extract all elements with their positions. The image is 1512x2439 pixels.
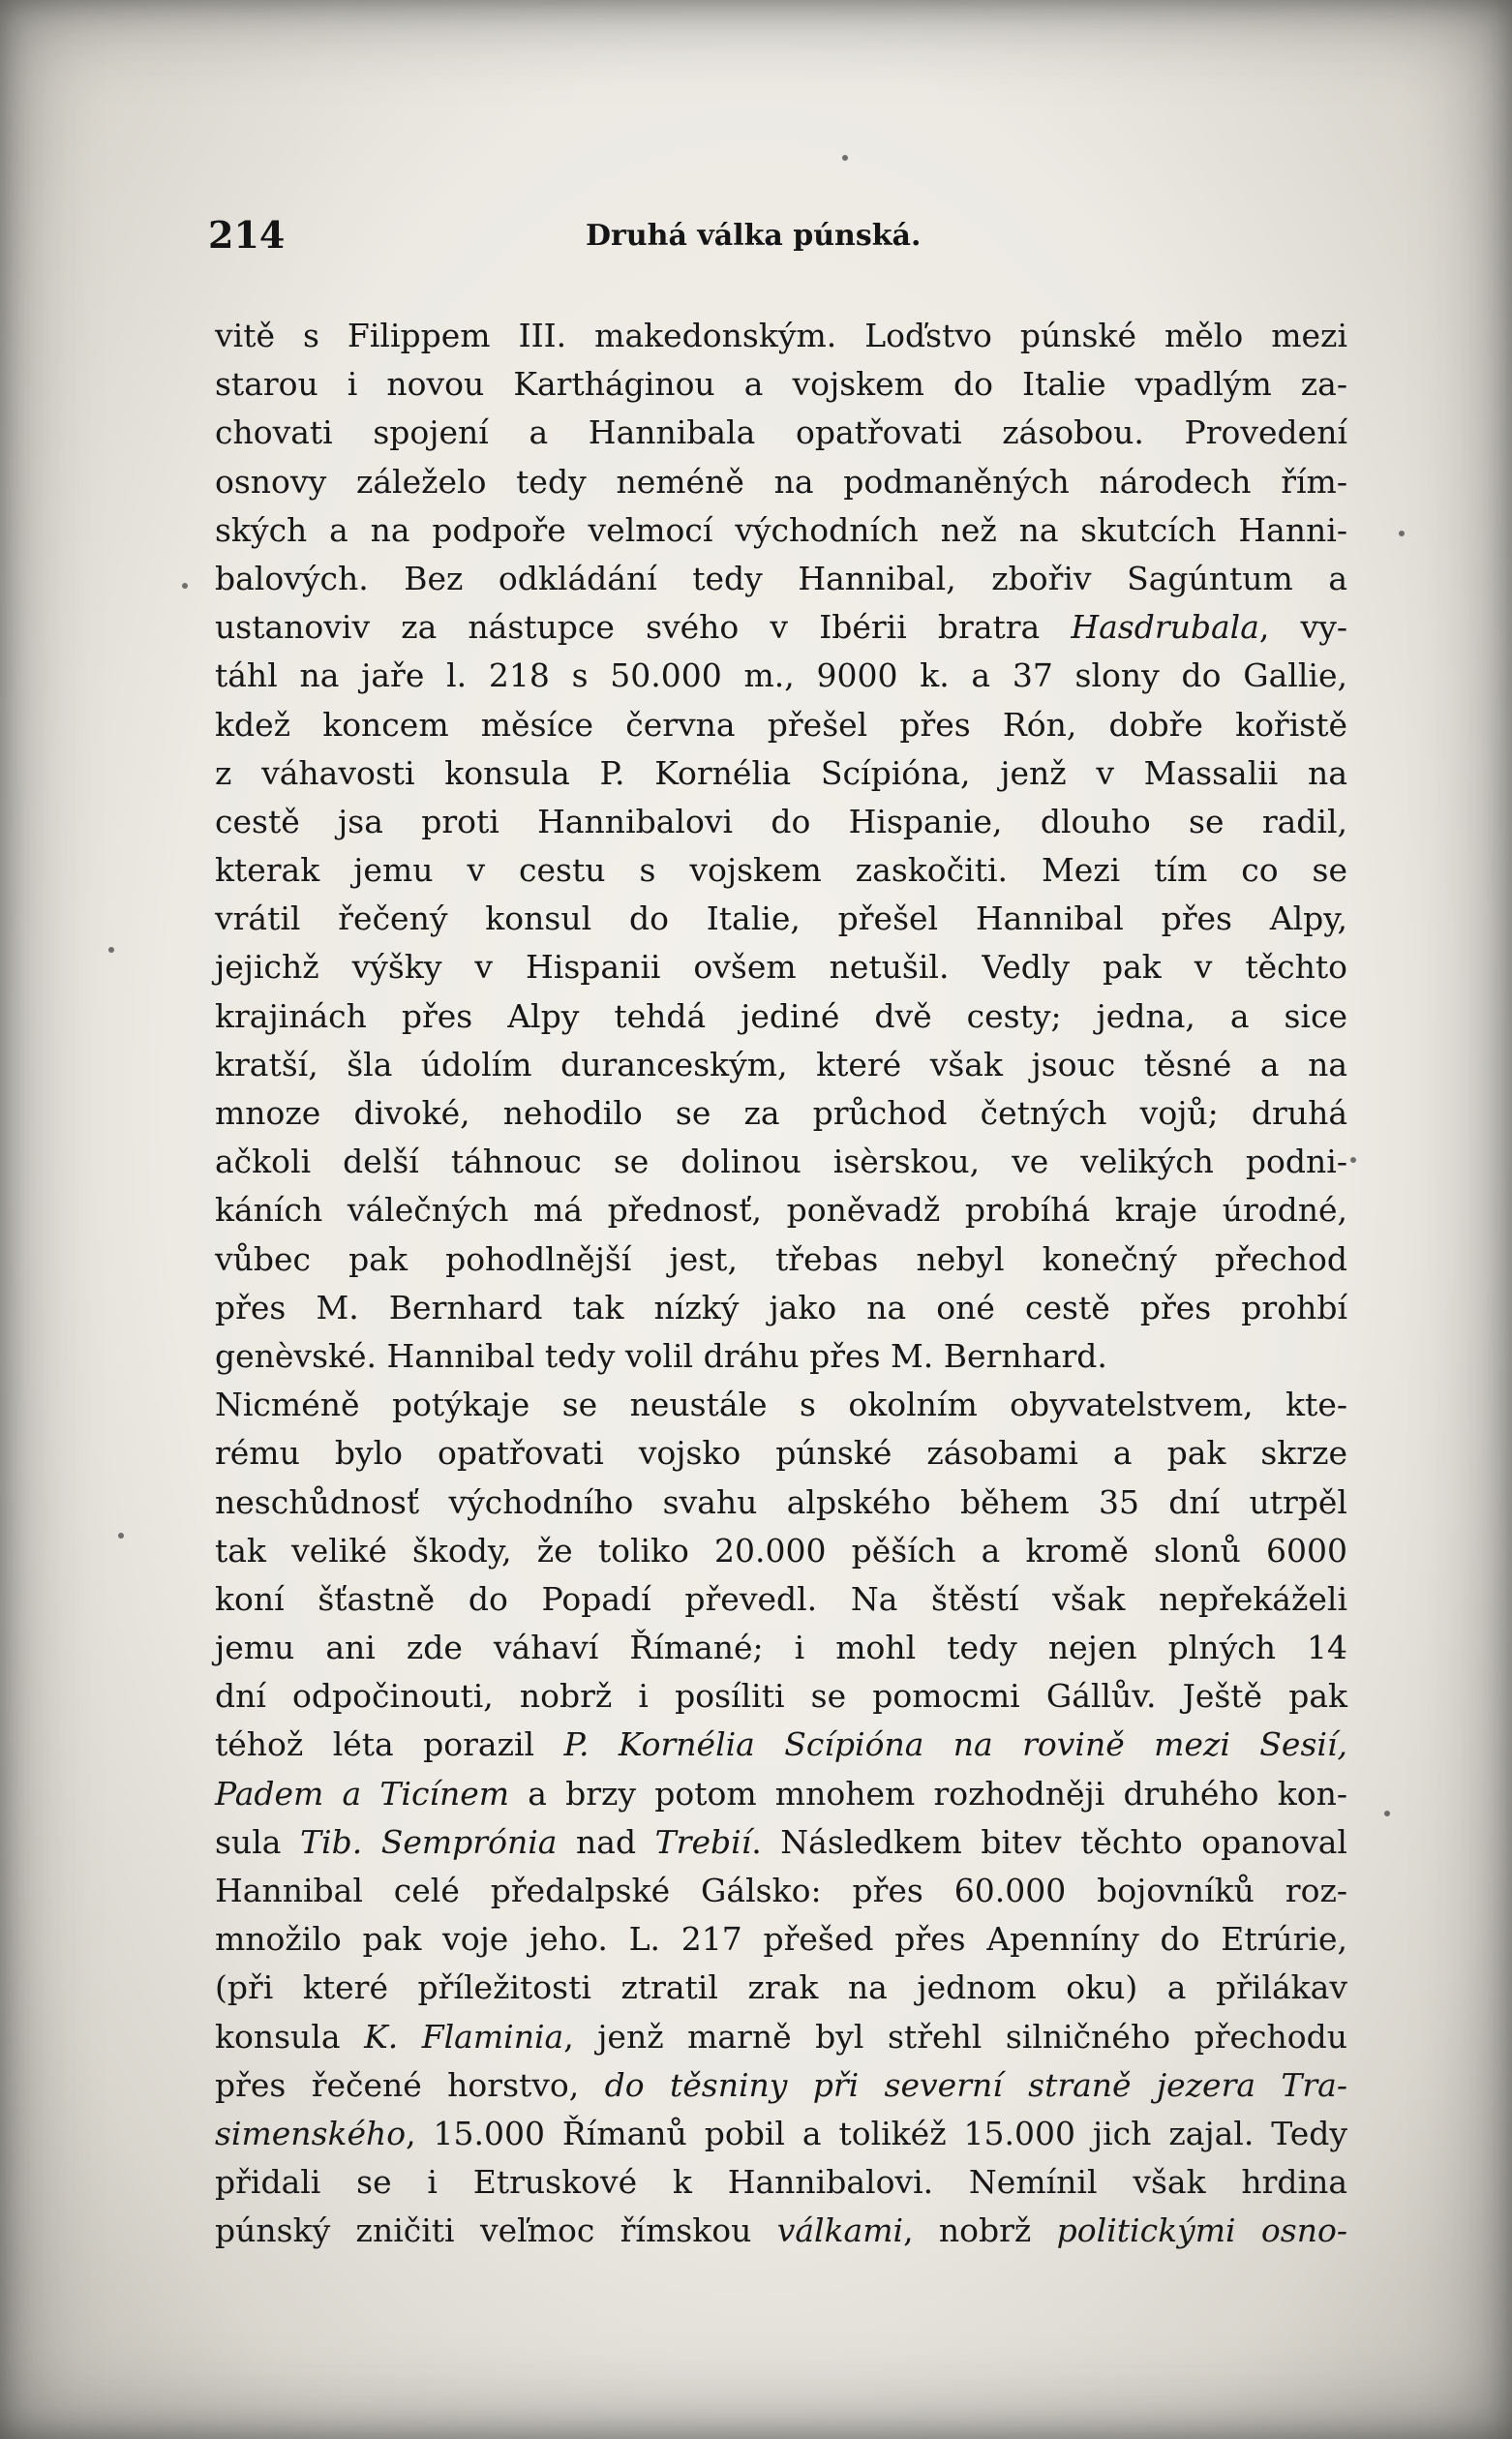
italic-text-segment: Padem a Ticínem bbox=[215, 1774, 510, 1813]
text-line bbox=[215, 1284, 1347, 1332]
text-line bbox=[215, 360, 1347, 409]
text-line bbox=[215, 603, 1347, 652]
text-line bbox=[215, 409, 1347, 457]
text-line bbox=[215, 312, 1347, 360]
text-line bbox=[215, 846, 1347, 895]
text-line bbox=[215, 1479, 1347, 1527]
text-line bbox=[215, 992, 1347, 1041]
text-segment: balových. Bez odkládání tedy Hannibal, zbořiv Sagúntum a bbox=[215, 559, 1347, 597]
text-segment: (při které příležitosti ztratil zrak na jednom oku) a přilákav bbox=[215, 1968, 1347, 2007]
text-segment: Hannibal celé předalpské Gálsko: přes 60.000 bojovníků roz- bbox=[215, 1872, 1347, 1909]
text-segment: , jenž marně byl střehl silničného přechodu bbox=[563, 2017, 1347, 2056]
text-segment: rému bylo opatřovati vojsko púnské zásobami a pak skrze bbox=[215, 1434, 1347, 1473]
dust-speck bbox=[118, 1533, 124, 1539]
text-line bbox=[215, 1186, 1347, 1235]
text-segment: krajinách přes Alpy tehdá jediné dvě cesty; jedna, a sice bbox=[215, 996, 1347, 1035]
text-segment: vitě s Filippem III. makedonským. Loďstvo púnské mělo mezi bbox=[215, 317, 1347, 354]
text-segment: přes M. Bernhard tak nízký jako na oné cestě přes prohbí bbox=[215, 1288, 1347, 1326]
text-segment: , vy- bbox=[1258, 608, 1347, 647]
text-line bbox=[215, 1041, 1347, 1089]
text-line bbox=[215, 1527, 1347, 1575]
text-segment: jemu ani zde váhaví Římané; i mohl tedy nejen plných 14 bbox=[215, 1629, 1347, 1667]
text-line bbox=[215, 1089, 1347, 1138]
italic-text-segment: Trebií bbox=[654, 1822, 752, 1861]
text-line bbox=[215, 1235, 1347, 1284]
italic-text-segment: Hasdrubala bbox=[1071, 608, 1259, 647]
dust-speck bbox=[842, 155, 848, 161]
body-text bbox=[215, 312, 1347, 2256]
text-segment: téhož léta porazil bbox=[215, 1725, 564, 1764]
text-line bbox=[215, 701, 1347, 749]
text-line bbox=[215, 1818, 1347, 1867]
text-segment: mnoze divoké, nehodilo se za průchod četných vojů; druhá bbox=[215, 1094, 1347, 1132]
text-line bbox=[215, 2110, 1347, 2158]
text-segment: vrátil řečený konsul do Italie, přešel Hannibal přes Alpy, bbox=[215, 899, 1347, 938]
dust-speck bbox=[1350, 1157, 1356, 1163]
text-segment: sula bbox=[215, 1822, 300, 1861]
text-segment: ských a na podpoře velmocí východních než na skutcích Hanni- bbox=[215, 510, 1347, 549]
dust-speck bbox=[108, 947, 114, 953]
text-line bbox=[215, 943, 1347, 991]
dust-speck bbox=[182, 583, 188, 589]
text-segment: vůbec pak pohodlnější jest, třebas nebyl konečný přechod bbox=[215, 1239, 1347, 1278]
text-segment: . Následkem bitev těchto opanoval bbox=[751, 1822, 1347, 1861]
text-segment: nad bbox=[557, 1822, 655, 1861]
text-segment: množilo pak voje jeho. L. 217 přešed přes Apenníny do Etrúrie, bbox=[215, 1920, 1347, 1959]
text-line bbox=[215, 2061, 1347, 2110]
text-segment: přidali se i Etruskové k Hannibalovi. Nemínil však hrdina bbox=[215, 2163, 1347, 2202]
text-segment: tak veliké škody, že toliko 20.000 pěších a kromě slonů 6000 bbox=[215, 1531, 1347, 1570]
text-segment: kterak jemu v cestu s vojskem zaskočiti. Mezi tím co se bbox=[215, 851, 1347, 890]
italic-text-segment: válkami bbox=[776, 2211, 904, 2250]
italic-text-segment: simenského bbox=[215, 2114, 407, 2152]
text-line bbox=[215, 652, 1347, 700]
text-segment: koní šťastně do Popadí převedl. Na štěstí však nepřekáželi bbox=[215, 1579, 1347, 1618]
text-line bbox=[215, 1138, 1347, 1186]
text-segment: , 15.000 Římanů pobil a tolikéž 15.000 jich zajal. Tedy bbox=[406, 2114, 1347, 2152]
text-segment: , nobrž bbox=[903, 2211, 1057, 2250]
text-segment: osnovy záleželo tedy neméně na podmaněných národech řím- bbox=[215, 462, 1347, 501]
italic-text-segment: politickými osno- bbox=[1056, 2211, 1347, 2250]
italic-text-segment: P. Kornélia Scípióna na rovině mezi Sesií, bbox=[563, 1725, 1347, 1764]
text-segment: kdež koncem měsíce června přešel přes Rón, dobře kořistě bbox=[215, 705, 1347, 744]
text-line bbox=[215, 555, 1347, 603]
running-title: Druhá válka púnská. bbox=[586, 219, 922, 253]
text-line bbox=[215, 749, 1347, 798]
text-segment: káních válečných má přednosť, poněvadž probíhá kraje úrodné, bbox=[215, 1191, 1347, 1230]
text-line bbox=[215, 458, 1347, 506]
text-segment: ačkoli delší táhnouc se dolinou isèrskou, ve velikých podni- bbox=[215, 1143, 1347, 1181]
text-segment: kratší, šla údolím duranceským, které však jsouc těsné a na bbox=[215, 1045, 1347, 1083]
text-segment: z váhavosti konsula P. Kornélia Scípióna, jenž v Massalii na bbox=[215, 753, 1347, 792]
text-line bbox=[215, 1867, 1347, 1915]
text-segment: a brzy potom mnohem rozhodněji druhého kon- bbox=[509, 1774, 1347, 1813]
text-segment: jejichž výšky v Hispanii ovšem netušil. Vedly pak v těchto bbox=[215, 948, 1347, 987]
text-line bbox=[215, 1770, 1347, 1818]
text-segment: táhl na jaře l. 218 s 50.000 m., 9000 k. a 37 slony do Gallie, bbox=[215, 656, 1347, 695]
text-line bbox=[215, 1624, 1347, 1672]
text-segment: ustanoviv za nástupce svého v Ibérii bratra bbox=[215, 608, 1072, 647]
text-segment: neschůdnosť východního svahu alpského během 35 dní utrpěl bbox=[215, 1482, 1347, 1521]
text-line bbox=[215, 1575, 1347, 1624]
text-line bbox=[215, 1429, 1347, 1478]
text-line bbox=[215, 1915, 1347, 1964]
text-line bbox=[215, 1672, 1347, 1721]
text-segment: chovati spojení a Hannibala opatřovati zásobou. Provedení bbox=[215, 413, 1347, 452]
text-segment: Nicméně potýkaje se neustále s okolním obyvatelstvem, kte- bbox=[215, 1386, 1347, 1424]
text-segment: dní odpočinouti, nobrž i posíliti se pomocmi Gállův. Ještě pak bbox=[215, 1677, 1347, 1716]
text-segment: starou i novou Kartháginou a vojskem do Italie vpadlým za- bbox=[215, 365, 1347, 404]
text-line bbox=[215, 2013, 1347, 2061]
text-segment: púnský zničiti veľmoc římskou bbox=[215, 2211, 777, 2250]
italic-text-segment: do těsniny při severní straně jezera Tra- bbox=[604, 2065, 1347, 2104]
text-segment: genèvské. Hannibal tedy volil dráhu přes M. Bernhard. bbox=[215, 1336, 1107, 1375]
text-segment: cestě jsa proti Hannibalovi do Hispanie, dlouho se radil, bbox=[215, 802, 1347, 840]
page-number: 214 bbox=[208, 213, 286, 257]
text-line bbox=[215, 1332, 1347, 1381]
text-line bbox=[215, 798, 1347, 846]
text-line bbox=[215, 506, 1347, 555]
text-segment: přes řečené horstvo, bbox=[215, 2065, 605, 2104]
page-header bbox=[208, 213, 1350, 271]
text-segment: konsula bbox=[215, 2017, 365, 2056]
text-line bbox=[215, 2158, 1347, 2207]
italic-text-segment: K. Flaminia bbox=[364, 2017, 564, 2056]
italic-text-segment: Tib. Semprónia bbox=[300, 1822, 558, 1861]
text-line bbox=[215, 895, 1347, 943]
dust-speck bbox=[1384, 1811, 1390, 1816]
dust-speck bbox=[1399, 531, 1405, 536]
text-line bbox=[215, 1381, 1347, 1429]
text-line bbox=[215, 1964, 1347, 2012]
text-line bbox=[215, 1721, 1347, 1769]
text-line bbox=[215, 2207, 1347, 2255]
